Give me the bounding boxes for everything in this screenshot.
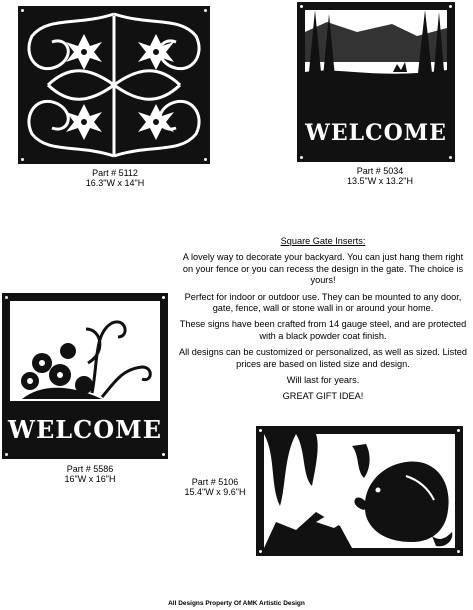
product-description [178,236,468,408]
product-image-5586 [2,293,168,459]
welcome-sign-text: WELCOME [305,120,447,146]
rivet [21,9,24,12]
rivet [5,296,8,299]
rivet [5,453,8,456]
welcome-sign-text: WELCOME [8,415,162,444]
rivet [21,158,24,161]
rivet [449,156,452,159]
rivet [300,156,303,159]
copyright-footer: All Designs Property Of AMK Artistic Design [168,600,305,607]
dimensions: 15.4"W x 9.6"H [184,487,246,497]
description-heading: Square Gate Inserts: [280,236,366,246]
part-number: Part # 5106 [191,477,239,487]
part-number: Part # 5034 [356,166,404,176]
description-paragraph: These signs have been crafted from 14 gauge steel, and are protected with a black powder coat finish. [179,319,467,341]
product-caption-5586 [40,464,140,484]
product-caption-5106 [176,477,254,497]
rivet [449,5,452,8]
rivet [300,5,303,8]
rivet [204,158,207,161]
rivet [259,550,262,553]
description-paragraph: GREAT GIFT IDEA! [282,391,364,402]
description-paragraph: Perfect for indoor or outdoor use. They can be mounted to any door, gate, fence, wall or stone wall in or around your home. [184,291,462,314]
product-image-5034 [297,2,455,162]
dimensions: 16"W x 16"H [64,474,116,484]
beaver-scene [256,426,463,556]
description-paragraph: All designs can be customized or personalized, as well as sized. Listed prices are based on listed size and design. [178,347,468,369]
rivet [204,9,207,12]
rivet [259,429,262,432]
product-caption-5034 [330,166,430,186]
floral-scroll-pattern [18,6,210,164]
description-paragraph: Will last for years. [286,375,360,386]
description-paragraph: A lovely way to decorate your backyard. You can just hang them right on your fence or you can recess the design in the gate. The choice is yours! [182,252,464,286]
dimensions: 16.3"W x 14"H [85,178,145,188]
product-caption-5112 [40,168,190,188]
product-image-5106 [256,426,463,556]
dimensions: 13.5"W x 13.2"H [347,176,413,186]
rivet [162,453,165,456]
product-image-5112 [18,6,210,164]
part-number: Part # 5112 [92,168,138,178]
rivet [457,429,460,432]
part-number: Part # 5586 [66,464,114,474]
rivet [162,296,165,299]
rivet [457,550,460,553]
